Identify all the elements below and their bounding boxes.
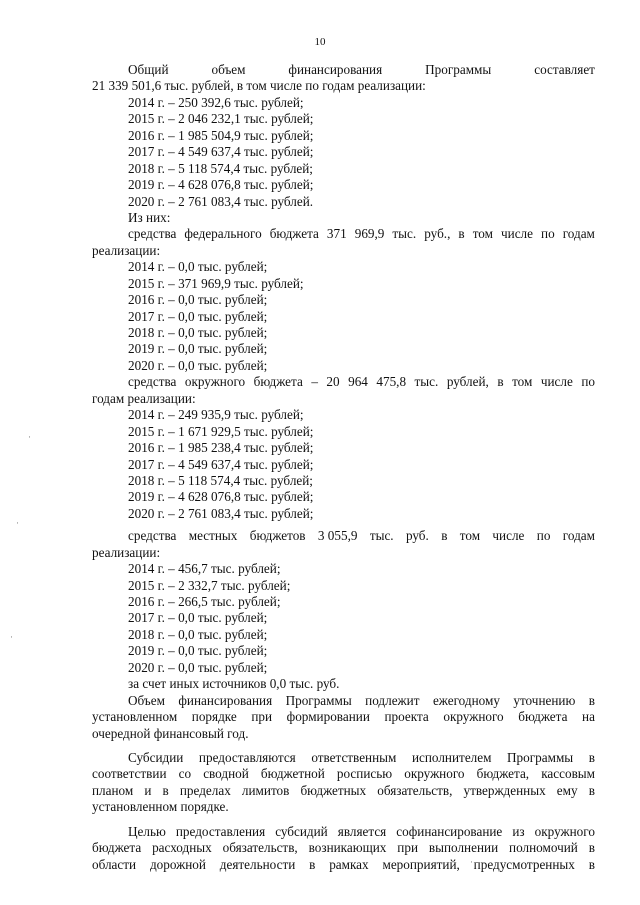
word: ежегодному bbox=[432, 692, 500, 708]
word: Общий bbox=[128, 62, 169, 77]
word: 3 055,9 bbox=[317, 528, 358, 544]
federal-year-line: 2015 г. – 371 969,9 тыс. рублей; bbox=[128, 275, 304, 291]
district-heading bbox=[92, 374, 595, 390]
word: в bbox=[309, 856, 316, 872]
document-text bbox=[92, 62, 595, 873]
word: рублей, bbox=[446, 374, 489, 390]
word: руб., bbox=[424, 226, 451, 242]
word: 20 bbox=[326, 374, 340, 390]
word: из bbox=[512, 823, 525, 839]
local-year-line: 2014 г. – 456,7 тыс. рублей; bbox=[128, 561, 281, 577]
word: окружного bbox=[404, 766, 465, 782]
word: ему bbox=[556, 782, 578, 798]
word: тыс. bbox=[369, 528, 394, 544]
word: области bbox=[92, 856, 137, 872]
district-heading: годам реализации: bbox=[92, 390, 196, 406]
total-year-line: 2017 г. – 4 549 637,4 тыс. рублей; bbox=[128, 144, 314, 160]
federal-heading bbox=[92, 226, 595, 242]
word: тыс. bbox=[392, 226, 417, 242]
total-year-line: 2015 г. – 2 046 232,1 тыс. рублей; bbox=[128, 111, 314, 127]
district-year-line: 2017 г. – 4 549 637,4 тыс. рублей; bbox=[128, 456, 314, 472]
word: предоставляются bbox=[198, 749, 296, 765]
word: бюджетных bbox=[300, 782, 367, 798]
paragraph-goal-line bbox=[92, 840, 595, 856]
word: числе bbox=[492, 528, 525, 544]
word: 475,8 bbox=[376, 374, 407, 390]
word: по bbox=[536, 528, 551, 544]
word: в bbox=[588, 856, 595, 872]
word: утвержденных bbox=[463, 782, 546, 798]
word: федерального bbox=[184, 226, 262, 242]
word: проекта bbox=[384, 709, 429, 725]
word: в bbox=[588, 782, 595, 798]
paragraph-goal-line bbox=[92, 857, 595, 873]
word: бюджета bbox=[253, 374, 303, 390]
word: при bbox=[397, 840, 419, 856]
word: Субсидии bbox=[128, 749, 184, 765]
word: порядке bbox=[191, 709, 237, 725]
word: в bbox=[497, 374, 504, 390]
word: в bbox=[588, 692, 595, 708]
word: возникающих bbox=[308, 840, 387, 856]
total-year-line: 2014 г. – 250 392,6 тыс. рублей; bbox=[128, 94, 304, 110]
word: деятельности bbox=[219, 856, 296, 872]
federal-year-line: 2018 г. – 0,0 тыс. рублей; bbox=[128, 325, 268, 340]
word: соответствии bbox=[92, 766, 167, 782]
word: уточнению bbox=[513, 692, 576, 708]
scan-speck: · bbox=[28, 432, 31, 442]
word: обязательств, bbox=[222, 840, 298, 856]
federal-year-line: 2019 г. – 0,0 тыс. рублей; bbox=[128, 341, 268, 357]
word: обязательств, bbox=[377, 782, 453, 798]
paragraph-goal-line bbox=[92, 824, 595, 840]
district-year-line: 2015 г. – 1 671 929,5 тыс. рублей; bbox=[128, 423, 314, 439]
word: является bbox=[337, 823, 387, 839]
district-year-line: 2014 г. – 249 935,9 тыс. рублей; bbox=[128, 407, 304, 423]
federal-year-line: 2020 г. – 0,0 тыс. рублей; bbox=[128, 357, 268, 373]
paragraph-volume-line bbox=[92, 693, 595, 709]
district-year-line: 2020 г. – 2 761 083,4 тыс. рублей; bbox=[128, 505, 314, 521]
local-year-line: 2016 г. – 266,5 тыс. рублей; bbox=[128, 594, 281, 609]
word: полномочий bbox=[509, 840, 578, 856]
word: финансирования bbox=[178, 692, 273, 708]
intro-line: 21 339 501,6 тыс. рублей, в том числе по годам реализации: bbox=[92, 78, 426, 94]
local-year-line: 2019 г. – 0,0 тыс. рублей; bbox=[128, 643, 268, 659]
word: окружного bbox=[534, 823, 595, 839]
total-year-line: 2020 г. – 2 761 083,4 тыс. рублей. bbox=[128, 193, 314, 209]
word: числе bbox=[501, 226, 533, 242]
word: софинансирование bbox=[396, 823, 503, 839]
word: мероприятий, bbox=[382, 856, 460, 872]
federal-year-line: 2014 г. – 0,0 тыс. рублей; bbox=[128, 259, 268, 275]
paragraph-subsidies-line: установленном порядке. bbox=[92, 799, 229, 815]
word: окружного bbox=[443, 709, 504, 725]
word: том bbox=[459, 528, 481, 544]
word: бюджета bbox=[92, 840, 142, 856]
word: по bbox=[541, 226, 555, 242]
word: том bbox=[512, 374, 533, 390]
district-year-line: 2019 г. – 4 628 076,8 тыс. рублей; bbox=[128, 489, 314, 505]
word: расходных bbox=[152, 840, 212, 856]
word: Целью bbox=[128, 823, 166, 839]
word: планом bbox=[92, 782, 134, 798]
word: Программы bbox=[507, 749, 574, 765]
word: том bbox=[472, 226, 493, 242]
word: по bbox=[581, 374, 595, 390]
of-them-label: Из них: bbox=[128, 209, 171, 225]
word: и bbox=[144, 782, 152, 798]
word: дорожной bbox=[149, 856, 206, 872]
word: объем bbox=[211, 62, 246, 77]
word: средства bbox=[128, 374, 177, 390]
word: финансирования bbox=[288, 62, 383, 77]
word: при bbox=[251, 709, 273, 725]
word: исполнителем bbox=[411, 749, 492, 765]
scan-speck: · bbox=[10, 632, 13, 642]
word: предоставления bbox=[175, 823, 266, 839]
local-year-line: 2018 г. – 0,0 тыс. рублей; bbox=[128, 626, 268, 642]
word: ответственным bbox=[311, 749, 397, 765]
word: окружного bbox=[184, 374, 246, 390]
word: бюджета, bbox=[476, 766, 530, 782]
district-year-line: 2018 г. – 5 118 574,4 тыс. рублей; bbox=[128, 472, 313, 488]
word: в bbox=[441, 528, 448, 544]
local-year-line: 2017 г. – 0,0 тыс. рублей; bbox=[128, 610, 268, 626]
intro-line bbox=[92, 62, 595, 78]
paragraph-volume-line bbox=[92, 709, 595, 725]
word: Объем bbox=[128, 692, 165, 708]
word: средства bbox=[128, 226, 177, 242]
word: бюджета bbox=[518, 709, 568, 725]
word: со bbox=[178, 766, 192, 782]
scan-speck: · bbox=[16, 518, 19, 528]
word: пределах bbox=[179, 782, 231, 798]
word: в bbox=[588, 749, 595, 765]
paragraph-volume-line: очередной финансовый год. bbox=[92, 725, 249, 741]
word: лимитов bbox=[241, 782, 290, 798]
word: 969,9 bbox=[354, 226, 385, 242]
word: годам bbox=[562, 226, 595, 242]
paragraph-subsidies-line bbox=[92, 783, 595, 799]
federal-year-line: 2017 г. – 0,0 тыс. рублей; bbox=[128, 308, 268, 324]
other-sources-line: за счет иных источников 0,0 тыс. руб. bbox=[128, 676, 340, 692]
word: составляет bbox=[534, 62, 595, 77]
scan-speck: · bbox=[470, 857, 473, 867]
word: установленном bbox=[92, 709, 178, 725]
word: рамках bbox=[329, 856, 369, 872]
district-year-line: 2016 г. – 1 985 238,4 тыс. рублей; bbox=[128, 440, 314, 456]
word: бюджетов bbox=[249, 528, 306, 544]
local-year-line: 2015 г. – 2 332,7 тыс. рублей; bbox=[128, 577, 291, 593]
word: росписью bbox=[336, 766, 393, 782]
word: субсидий bbox=[275, 823, 328, 839]
word: годам bbox=[562, 528, 595, 544]
word: 371 bbox=[326, 226, 347, 242]
page-number: 10 bbox=[314, 36, 326, 48]
word: руб. bbox=[405, 528, 429, 544]
paragraph-subsidies-line bbox=[92, 766, 595, 782]
word: 964 bbox=[348, 374, 368, 390]
word: предусмотренных bbox=[473, 856, 575, 872]
total-year-line: 2019 г. – 4 628 076,8 тыс. рублей; bbox=[128, 177, 314, 193]
word: на bbox=[582, 709, 595, 725]
total-year-line: 2016 г. – 1 985 504,9 тыс. рублей; bbox=[128, 127, 314, 143]
word: бюджета bbox=[269, 226, 319, 242]
federal-year-line: 2016 г. – 0,0 тыс. рублей; bbox=[128, 292, 268, 308]
word: кассовым bbox=[541, 766, 595, 782]
word: выполнении bbox=[428, 840, 499, 856]
word: в bbox=[162, 782, 169, 798]
word: Программы bbox=[285, 692, 352, 708]
word: местных bbox=[188, 528, 238, 544]
paragraph-subsidies-line bbox=[92, 750, 595, 766]
federal-heading: реализации: bbox=[92, 242, 161, 258]
local-heading bbox=[92, 528, 595, 544]
local-year-line: 2020 г. – 0,0 тыс. рублей; bbox=[128, 659, 268, 675]
word: в bbox=[588, 840, 595, 856]
word: – bbox=[311, 374, 318, 390]
word: сводной bbox=[203, 766, 249, 782]
word: средства bbox=[128, 528, 177, 544]
word: подлежит bbox=[365, 692, 420, 708]
word: тыс. bbox=[414, 374, 439, 390]
local-heading: реализации: bbox=[92, 544, 161, 560]
word: Программы bbox=[425, 62, 492, 77]
word: в bbox=[458, 226, 465, 242]
total-year-line: 2018 г. – 5 118 574,4 тыс. рублей; bbox=[128, 160, 313, 176]
word: бюджетной bbox=[260, 766, 325, 782]
word: формировании bbox=[286, 709, 370, 725]
word: числе bbox=[540, 374, 573, 390]
